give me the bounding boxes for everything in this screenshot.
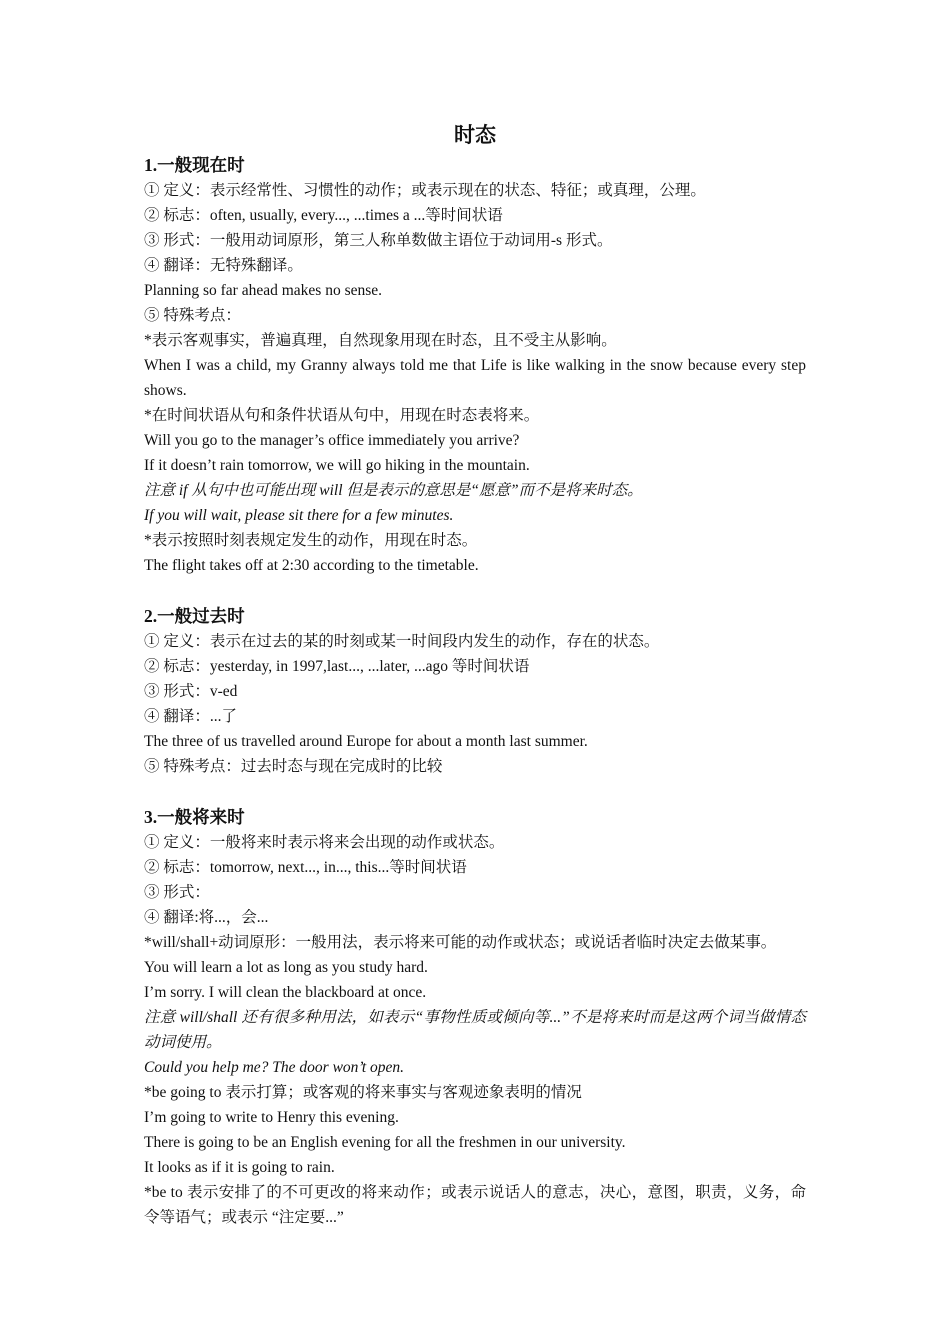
present-markers: ② 标志：often, usually, every..., ...times a ...等时间状语 bbox=[144, 207, 503, 224]
future-example-rain: It looks as if it is going to rain. bbox=[144, 1159, 335, 1176]
future-form: ③ 形式： bbox=[144, 884, 210, 901]
section-spacer bbox=[144, 779, 806, 804]
present-note-clause: *在时间状语从句和条件状语从句中，用现在时态表将来。 bbox=[144, 407, 540, 424]
past-form: ③ 形式：v-ed bbox=[144, 683, 238, 700]
present-note-timetable: *表示按照时刻表规定发生的动作，用现在时态。 bbox=[144, 532, 478, 549]
past-definition: ① 定义：表示在过去的某的时刻或某一时间段内发生的动作，存在的状态。 bbox=[144, 633, 660, 650]
future-example-sorry: I’m sorry. I will clean the blackboard at once. bbox=[144, 984, 427, 1001]
section-heading-future: 3.一般将来时 bbox=[144, 807, 245, 827]
present-translation: ④ 翻译：无特殊翻译。 bbox=[144, 257, 303, 274]
past-example: The three of us travelled around Europe for about a month last summer. bbox=[144, 733, 588, 750]
document-title: 时态 bbox=[454, 123, 496, 147]
present-special-points: ⑤ 特殊考点： bbox=[144, 307, 241, 324]
present-example-rain: If it doesn’t rain tomorrow, we will go hiking in the mountain. bbox=[144, 457, 530, 474]
future-example-learn: You will learn a lot as long as you study hard. bbox=[144, 959, 428, 976]
future-note-be-to: *be to 表示安排了的不可更改的将来动作；或表示说话人的意志，决心，意图，职责，义务，命令等语气；或表示 “注定要...” bbox=[144, 1184, 806, 1226]
future-markers: ② 标志：tomorrow, next..., in..., this...等时间状语 bbox=[144, 859, 467, 876]
section-spacer bbox=[144, 578, 806, 603]
present-definition: ① 定义：表示经常性、习惯性的动作；或表示现在的状态、特征；或真理，公理。 bbox=[144, 182, 706, 199]
document-page bbox=[144, 120, 806, 1230]
past-markers: ② 标志：yesterday, in 1997,last..., ...later, ...ago 等时间状语 bbox=[144, 658, 530, 675]
present-note-will: 注意 if 从句中也可能出现 will 但是表示的意思是“愿意”而不是将来时态。 bbox=[144, 482, 643, 499]
future-example-henry: I’m going to write to Henry this evening. bbox=[144, 1109, 399, 1126]
present-example-flight: The flight takes off at 2:30 according to the timetable. bbox=[144, 557, 479, 574]
section-heading-past: 2.一般过去时 bbox=[144, 606, 245, 626]
section-heading-present: 1.一般现在时 bbox=[144, 155, 245, 175]
future-translation: ④ 翻译:将...，会... bbox=[144, 909, 269, 926]
present-example: Planning so far ahead makes no sense. bbox=[144, 282, 383, 299]
future-example-evening: There is going to be an English evening for all the freshmen in our university. bbox=[144, 1134, 626, 1151]
future-note-will-shall: *will/shall+动词原形：一般用法，表示将来可能的动作或状态；或说话者临时决定去做某事。 bbox=[144, 934, 777, 951]
future-definition: ① 定义：一般将来时表示将来会出现的动作或状态。 bbox=[144, 834, 505, 851]
present-example-granny: When I was a child, my Granny always told me that Life is like walking in the snow because every step shows. bbox=[144, 357, 806, 399]
present-example-manager: Will you go to the manager’s office immediately you arrive? bbox=[144, 432, 520, 449]
future-note-going-to: *be going to 表示打算；或客观的将来事实与客观迹象表明的情况 bbox=[144, 1084, 582, 1101]
present-note-fact: *表示客观事实，普遍真理，自然现象用现在时态，且不受主从影响。 bbox=[144, 332, 617, 349]
present-example-wait: If you will wait, please sit there for a few minutes. bbox=[144, 507, 454, 524]
future-note-modal: 注意 will/shall 还有很多种用法，如表示“事物性质或倾向等...”不是将来时而是这两个词当做情态动词使用。 bbox=[144, 1009, 806, 1051]
future-example-door: Could you help me? The door won’t open. bbox=[144, 1059, 405, 1076]
present-form: ③ 形式：一般用动词原形，第三人称单数做主语位于动词用-s 形式。 bbox=[144, 232, 613, 249]
past-special-points: ⑤ 特殊考点：过去时态与现在完成时的比较 bbox=[144, 758, 443, 775]
past-translation: ④ 翻译：...了 bbox=[144, 708, 238, 725]
